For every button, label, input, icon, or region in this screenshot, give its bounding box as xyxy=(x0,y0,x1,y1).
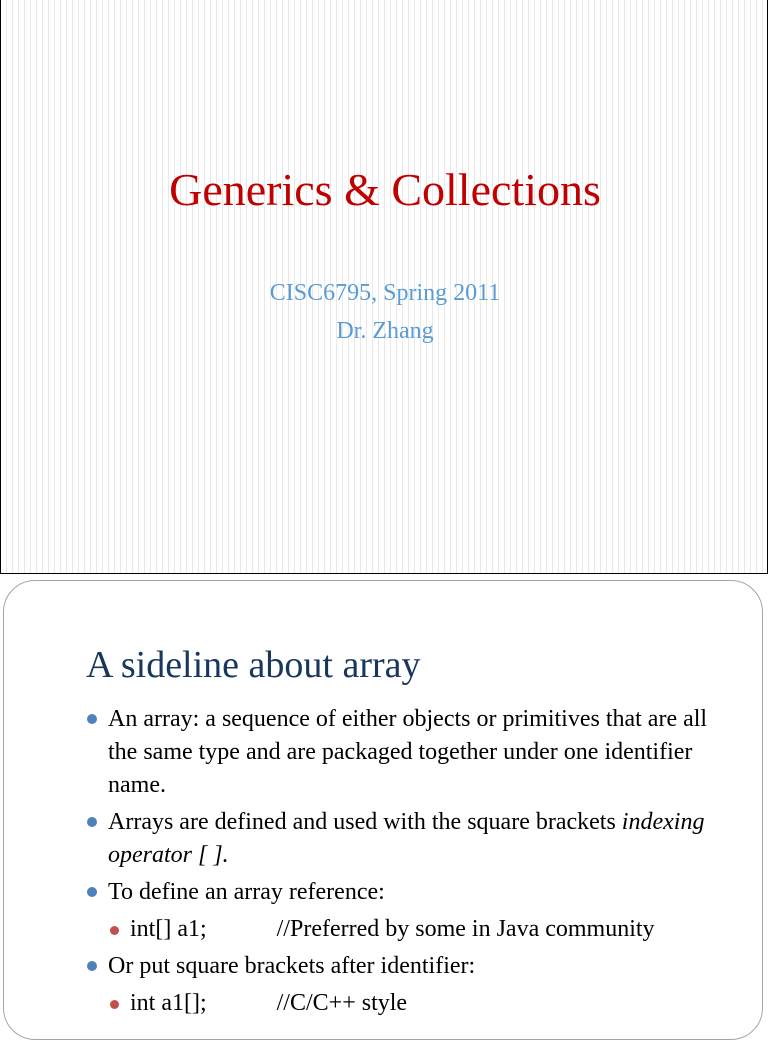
italic-phrase: indexing operator [ ]. xyxy=(108,809,705,868)
bullet-list xyxy=(85,703,725,1024)
sub-bullet-dot-icon xyxy=(110,1000,119,1009)
code-snippet: int a1[]; xyxy=(130,990,207,1016)
bullet-dot-icon xyxy=(87,817,97,827)
code-snippet: int[] a1; xyxy=(130,916,207,942)
content-slide-title: A sideline about array xyxy=(86,644,421,686)
code-comment: //C/C++ style xyxy=(276,990,408,1016)
slide-title: Generics & Collections xyxy=(169,164,601,215)
code-comment: //Preferred by some in Java community xyxy=(276,916,655,942)
sub-bullet-item xyxy=(108,987,725,1020)
sub-bullet-dot-icon xyxy=(110,926,119,935)
course-subtitle: CISC6795, Spring 2011 xyxy=(269,280,501,306)
bullet-item: Or put square brackets after identifier: xyxy=(85,950,725,983)
bullet-dot-icon xyxy=(87,961,97,971)
bullet-dot-icon xyxy=(87,714,97,724)
bullet-item: To define an array reference: xyxy=(85,876,725,909)
bullet-item: Arrays are defined and used with the square brackets indexing operator [ ]. xyxy=(85,806,725,872)
bullet-dot-icon xyxy=(87,887,97,897)
sub-bullet-item xyxy=(108,913,725,946)
bullet-item: An array: a sequence of either objects or primitives that are all the same type and are packaged together under one identifier name. xyxy=(85,703,725,802)
instructor-subtitle: Dr. Zhang xyxy=(336,318,434,344)
